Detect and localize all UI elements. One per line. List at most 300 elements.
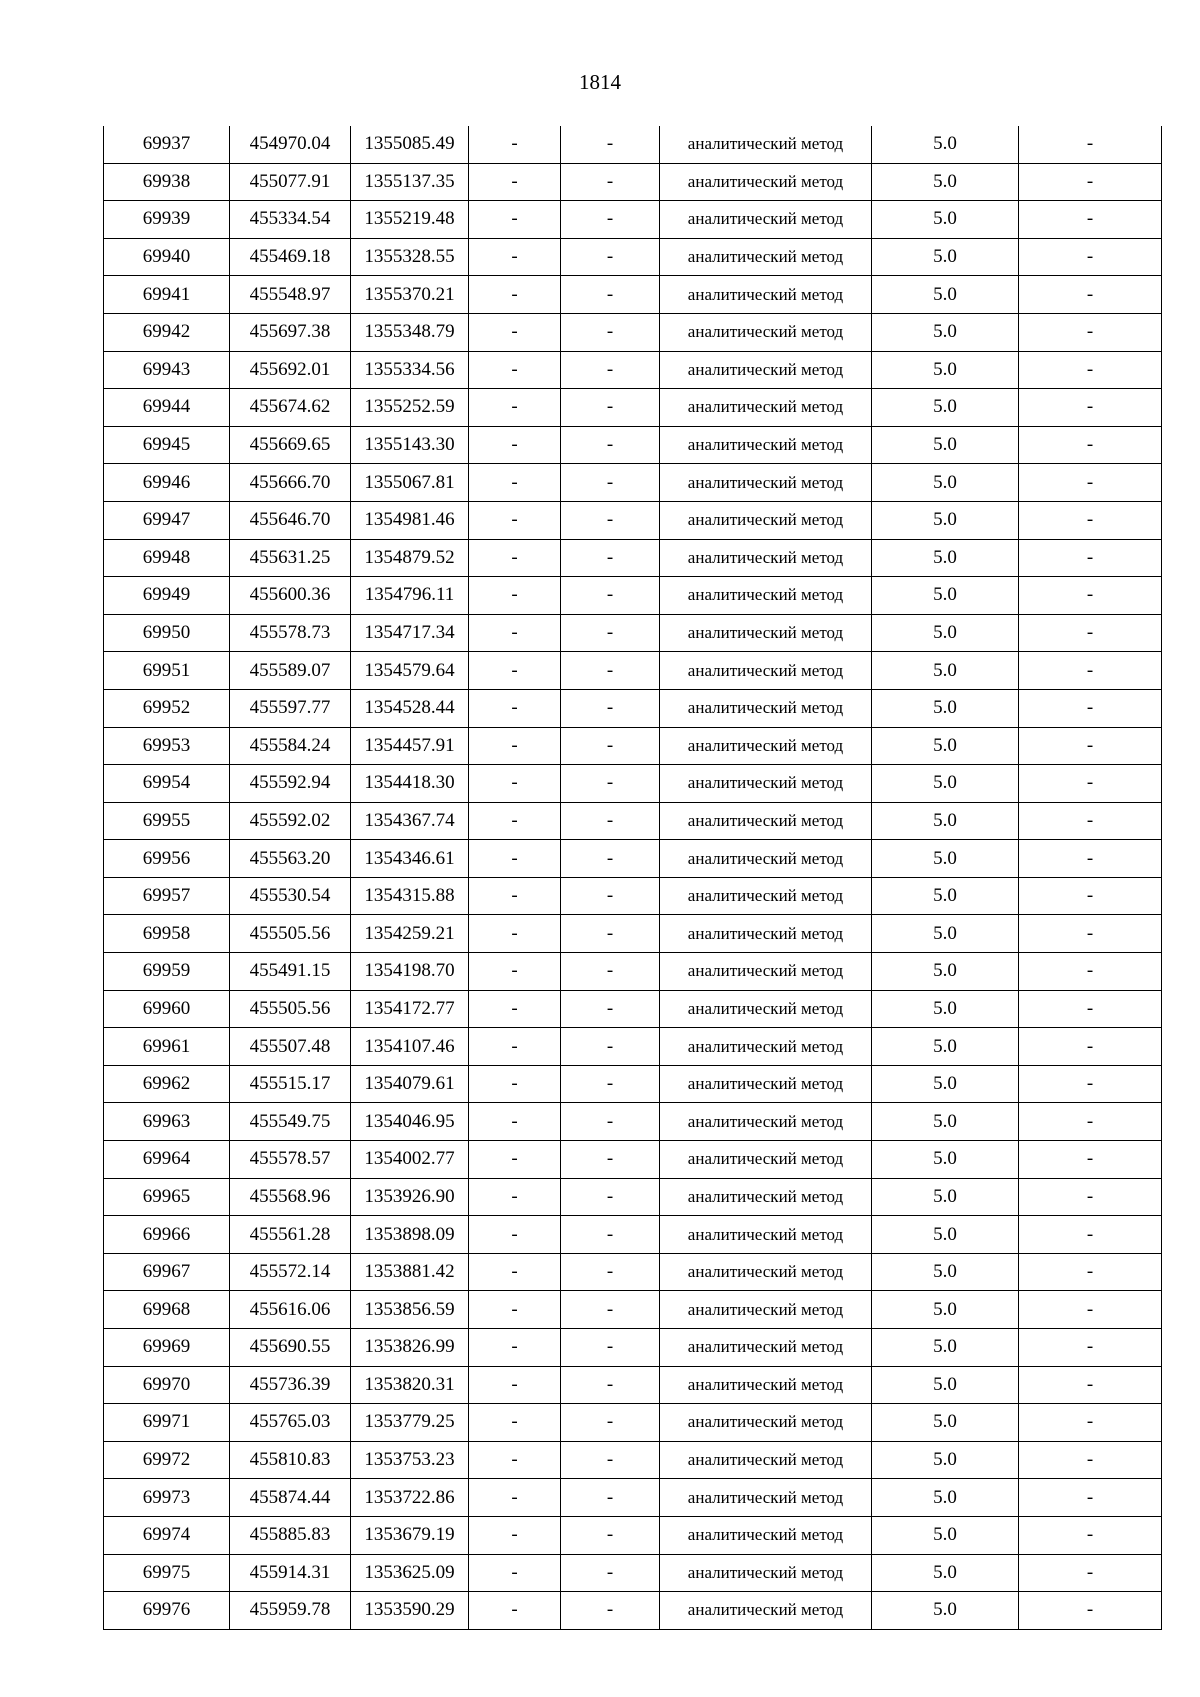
table-row — [104, 990, 1162, 1028]
accuracy-cell: 5.0 — [872, 426, 1019, 464]
table-row — [104, 201, 1162, 239]
empty-cell-1: - — [469, 539, 561, 577]
table-row — [104, 539, 1162, 577]
method-cell: аналитический метод — [660, 464, 872, 502]
empty-cell-3: - — [1019, 877, 1162, 915]
empty-cell-1: - — [469, 652, 561, 690]
y-coordinate-cell: 1354107.46 — [351, 1028, 469, 1066]
method-cell: аналитический метод — [660, 652, 872, 690]
x-coordinate-cell: 455561.28 — [230, 1216, 351, 1254]
table-row — [104, 765, 1162, 803]
empty-cell-3: - — [1019, 1028, 1162, 1066]
empty-cell-1: - — [469, 915, 561, 953]
empty-cell-1: - — [469, 577, 561, 615]
x-coordinate-cell: 455616.06 — [230, 1291, 351, 1329]
empty-cell-2: - — [561, 689, 660, 727]
y-coordinate-cell: 1354879.52 — [351, 539, 469, 577]
empty-cell-2: - — [561, 802, 660, 840]
point-number-cell: 69960 — [104, 990, 230, 1028]
x-coordinate-cell: 455530.54 — [230, 877, 351, 915]
empty-cell-2: - — [561, 577, 660, 615]
empty-cell-2: - — [561, 840, 660, 878]
y-coordinate-cell: 1354315.88 — [351, 877, 469, 915]
empty-cell-2: - — [561, 426, 660, 464]
y-coordinate-cell: 1354002.77 — [351, 1141, 469, 1179]
table-row — [104, 877, 1162, 915]
y-coordinate-cell: 1353722.86 — [351, 1479, 469, 1517]
accuracy-cell: 5.0 — [872, 501, 1019, 539]
y-coordinate-cell: 1354579.64 — [351, 652, 469, 690]
empty-cell-1: - — [469, 1103, 561, 1141]
method-cell: аналитический метод — [660, 276, 872, 314]
accuracy-cell: 5.0 — [872, 915, 1019, 953]
empty-cell-2: - — [561, 765, 660, 803]
point-number-cell: 69961 — [104, 1028, 230, 1066]
x-coordinate-cell: 455568.96 — [230, 1178, 351, 1216]
point-number-cell: 69941 — [104, 276, 230, 314]
empty-cell-1: - — [469, 313, 561, 351]
table-row — [104, 1141, 1162, 1179]
method-cell: аналитический метод — [660, 802, 872, 840]
y-coordinate-cell: 1354259.21 — [351, 915, 469, 953]
point-number-cell: 69937 — [104, 126, 230, 163]
method-cell: аналитический метод — [660, 689, 872, 727]
table-row — [104, 1366, 1162, 1404]
method-cell: аналитический метод — [660, 351, 872, 389]
x-coordinate-cell: 455669.65 — [230, 426, 351, 464]
accuracy-cell: 5.0 — [872, 1592, 1019, 1630]
empty-cell-1: - — [469, 464, 561, 502]
table-row — [104, 1479, 1162, 1517]
empty-cell-2: - — [561, 953, 660, 991]
y-coordinate-cell: 1353590.29 — [351, 1592, 469, 1630]
accuracy-cell: 5.0 — [872, 1253, 1019, 1291]
x-coordinate-cell: 455631.25 — [230, 539, 351, 577]
empty-cell-2: - — [561, 238, 660, 276]
y-coordinate-cell: 1354717.34 — [351, 614, 469, 652]
empty-cell-3: - — [1019, 765, 1162, 803]
table-row — [104, 1178, 1162, 1216]
table-row — [104, 126, 1162, 163]
empty-cell-3: - — [1019, 1441, 1162, 1479]
point-number-cell: 69964 — [104, 1141, 230, 1179]
y-coordinate-cell: 1354367.74 — [351, 802, 469, 840]
accuracy-cell: 5.0 — [872, 1103, 1019, 1141]
table-row — [104, 1329, 1162, 1367]
point-number-cell: 69971 — [104, 1404, 230, 1442]
table-row — [104, 1065, 1162, 1103]
y-coordinate-cell: 1353820.31 — [351, 1366, 469, 1404]
point-number-cell: 69958 — [104, 915, 230, 953]
x-coordinate-cell: 455584.24 — [230, 727, 351, 765]
x-coordinate-cell: 455885.83 — [230, 1516, 351, 1554]
empty-cell-3: - — [1019, 990, 1162, 1028]
empty-cell-3: - — [1019, 802, 1162, 840]
empty-cell-1: - — [469, 426, 561, 464]
empty-cell-3: - — [1019, 501, 1162, 539]
table-row — [104, 614, 1162, 652]
table-row — [104, 1103, 1162, 1141]
empty-cell-1: - — [469, 765, 561, 803]
empty-cell-2: - — [561, 1028, 660, 1066]
point-number-cell: 69962 — [104, 1065, 230, 1103]
table-row — [104, 1216, 1162, 1254]
method-cell: аналитический метод — [660, 1592, 872, 1630]
y-coordinate-cell: 1355348.79 — [351, 313, 469, 351]
point-number-cell: 69973 — [104, 1479, 230, 1517]
accuracy-cell: 5.0 — [872, 163, 1019, 201]
method-cell: аналитический метод — [660, 1479, 872, 1517]
empty-cell-3: - — [1019, 163, 1162, 201]
accuracy-cell: 5.0 — [872, 1554, 1019, 1592]
y-coordinate-cell: 1354172.77 — [351, 990, 469, 1028]
x-coordinate-cell: 455600.36 — [230, 577, 351, 615]
empty-cell-2: - — [561, 313, 660, 351]
empty-cell-1: - — [469, 1028, 561, 1066]
empty-cell-2: - — [561, 501, 660, 539]
empty-cell-2: - — [561, 1253, 660, 1291]
empty-cell-3: - — [1019, 464, 1162, 502]
method-cell: аналитический метод — [660, 313, 872, 351]
method-cell: аналитический метод — [660, 1065, 872, 1103]
empty-cell-2: - — [561, 614, 660, 652]
x-coordinate-cell: 455572.14 — [230, 1253, 351, 1291]
point-number-cell: 69963 — [104, 1103, 230, 1141]
empty-cell-3: - — [1019, 539, 1162, 577]
point-number-cell: 69940 — [104, 238, 230, 276]
empty-cell-1: - — [469, 727, 561, 765]
x-coordinate-cell: 455692.01 — [230, 351, 351, 389]
empty-cell-1: - — [469, 201, 561, 239]
empty-cell-1: - — [469, 501, 561, 539]
method-cell: аналитический метод — [660, 765, 872, 803]
empty-cell-2: - — [561, 1216, 660, 1254]
table-row — [104, 238, 1162, 276]
x-coordinate-cell: 455077.91 — [230, 163, 351, 201]
x-coordinate-cell: 455505.56 — [230, 990, 351, 1028]
x-coordinate-cell: 455563.20 — [230, 840, 351, 878]
x-coordinate-cell: 455736.39 — [230, 1366, 351, 1404]
empty-cell-3: - — [1019, 727, 1162, 765]
accuracy-cell: 5.0 — [872, 689, 1019, 727]
point-number-cell: 69959 — [104, 953, 230, 991]
accuracy-cell: 5.0 — [872, 1028, 1019, 1066]
method-cell: аналитический метод — [660, 915, 872, 953]
y-coordinate-cell: 1354198.70 — [351, 953, 469, 991]
empty-cell-1: - — [469, 1404, 561, 1442]
method-cell: аналитический метод — [660, 1103, 872, 1141]
table-row — [104, 1516, 1162, 1554]
method-cell: аналитический метод — [660, 389, 872, 427]
method-cell: аналитический метод — [660, 1554, 872, 1592]
empty-cell-3: - — [1019, 426, 1162, 464]
x-coordinate-cell: 455697.38 — [230, 313, 351, 351]
method-cell: аналитический метод — [660, 1441, 872, 1479]
y-coordinate-cell: 1354346.61 — [351, 840, 469, 878]
empty-cell-3: - — [1019, 652, 1162, 690]
method-cell: аналитический метод — [660, 1516, 872, 1554]
empty-cell-1: - — [469, 1329, 561, 1367]
point-number-cell: 69939 — [104, 201, 230, 239]
empty-cell-2: - — [561, 464, 660, 502]
y-coordinate-cell: 1353625.09 — [351, 1554, 469, 1592]
y-coordinate-cell: 1353679.19 — [351, 1516, 469, 1554]
empty-cell-2: - — [561, 1065, 660, 1103]
empty-cell-2: - — [561, 1592, 660, 1630]
empty-cell-1: - — [469, 1216, 561, 1254]
empty-cell-1: - — [469, 1178, 561, 1216]
point-number-cell: 69970 — [104, 1366, 230, 1404]
table-row — [104, 1291, 1162, 1329]
empty-cell-1: - — [469, 1366, 561, 1404]
accuracy-cell: 5.0 — [872, 1291, 1019, 1329]
empty-cell-1: - — [469, 389, 561, 427]
y-coordinate-cell: 1354046.95 — [351, 1103, 469, 1141]
empty-cell-1: - — [469, 1592, 561, 1630]
x-coordinate-cell: 455578.73 — [230, 614, 351, 652]
empty-cell-1: - — [469, 802, 561, 840]
y-coordinate-cell: 1355370.21 — [351, 276, 469, 314]
table-row — [104, 464, 1162, 502]
y-coordinate-cell: 1353779.25 — [351, 1404, 469, 1442]
point-number-cell: 69946 — [104, 464, 230, 502]
x-coordinate-cell: 455491.15 — [230, 953, 351, 991]
empty-cell-3: - — [1019, 1592, 1162, 1630]
empty-cell-3: - — [1019, 1178, 1162, 1216]
point-number-cell: 69976 — [104, 1592, 230, 1630]
empty-cell-3: - — [1019, 276, 1162, 314]
empty-cell-2: - — [561, 1516, 660, 1554]
table-row — [104, 689, 1162, 727]
y-coordinate-cell: 1354079.61 — [351, 1065, 469, 1103]
empty-cell-1: - — [469, 276, 561, 314]
point-number-cell: 69967 — [104, 1253, 230, 1291]
method-cell: аналитический метод — [660, 990, 872, 1028]
empty-cell-2: - — [561, 1366, 660, 1404]
empty-cell-3: - — [1019, 953, 1162, 991]
table-row — [104, 1028, 1162, 1066]
point-number-cell: 69948 — [104, 539, 230, 577]
x-coordinate-cell: 455507.48 — [230, 1028, 351, 1066]
accuracy-cell: 5.0 — [872, 238, 1019, 276]
method-cell: аналитический метод — [660, 577, 872, 615]
accuracy-cell: 5.0 — [872, 1065, 1019, 1103]
empty-cell-3: - — [1019, 1366, 1162, 1404]
method-cell: аналитический метод — [660, 1141, 872, 1179]
x-coordinate-cell: 455334.54 — [230, 201, 351, 239]
empty-cell-3: - — [1019, 1479, 1162, 1517]
empty-cell-3: - — [1019, 1103, 1162, 1141]
empty-cell-3: - — [1019, 1291, 1162, 1329]
x-coordinate-cell: 455597.77 — [230, 689, 351, 727]
x-coordinate-cell: 455765.03 — [230, 1404, 351, 1442]
table-row — [104, 915, 1162, 953]
empty-cell-3: - — [1019, 126, 1162, 163]
y-coordinate-cell: 1355143.30 — [351, 426, 469, 464]
method-cell: аналитический метод — [660, 126, 872, 163]
method-cell: аналитический метод — [660, 1404, 872, 1442]
empty-cell-2: - — [561, 1291, 660, 1329]
empty-cell-3: - — [1019, 1554, 1162, 1592]
point-number-cell: 69965 — [104, 1178, 230, 1216]
x-coordinate-cell: 455548.97 — [230, 276, 351, 314]
x-coordinate-cell: 455959.78 — [230, 1592, 351, 1630]
table-row — [104, 727, 1162, 765]
table-row — [104, 1592, 1162, 1630]
method-cell: аналитический метод — [660, 727, 872, 765]
method-cell: аналитический метод — [660, 201, 872, 239]
table-body — [104, 126, 1162, 1629]
point-number-cell: 69957 — [104, 877, 230, 915]
method-cell: аналитический метод — [660, 1216, 872, 1254]
method-cell: аналитический метод — [660, 501, 872, 539]
y-coordinate-cell: 1354796.11 — [351, 577, 469, 615]
y-coordinate-cell: 1355137.35 — [351, 163, 469, 201]
method-cell: аналитический метод — [660, 163, 872, 201]
accuracy-cell: 5.0 — [872, 276, 1019, 314]
table-row — [104, 351, 1162, 389]
accuracy-cell: 5.0 — [872, 1404, 1019, 1442]
empty-cell-3: - — [1019, 614, 1162, 652]
method-cell: аналитический метод — [660, 426, 872, 464]
empty-cell-1: - — [469, 1479, 561, 1517]
table-row — [104, 1404, 1162, 1442]
accuracy-cell: 5.0 — [872, 1216, 1019, 1254]
empty-cell-1: - — [469, 1516, 561, 1554]
empty-cell-3: - — [1019, 1329, 1162, 1367]
empty-cell-1: - — [469, 1291, 561, 1329]
x-coordinate-cell: 455592.94 — [230, 765, 351, 803]
empty-cell-2: - — [561, 915, 660, 953]
point-number-cell: 69949 — [104, 577, 230, 615]
empty-cell-3: - — [1019, 1404, 1162, 1442]
y-coordinate-cell: 1354457.91 — [351, 727, 469, 765]
empty-cell-2: - — [561, 877, 660, 915]
y-coordinate-cell: 1353856.59 — [351, 1291, 469, 1329]
table-row — [104, 953, 1162, 991]
empty-cell-3: - — [1019, 1516, 1162, 1554]
method-cell: аналитический метод — [660, 614, 872, 652]
point-number-cell: 69955 — [104, 802, 230, 840]
empty-cell-2: - — [561, 652, 660, 690]
method-cell: аналитический метод — [660, 1028, 872, 1066]
empty-cell-3: - — [1019, 689, 1162, 727]
empty-cell-3: - — [1019, 577, 1162, 615]
empty-cell-3: - — [1019, 389, 1162, 427]
point-number-cell: 69952 — [104, 689, 230, 727]
empty-cell-1: - — [469, 953, 561, 991]
accuracy-cell: 5.0 — [872, 652, 1019, 690]
method-cell: аналитический метод — [660, 953, 872, 991]
point-number-cell: 69938 — [104, 163, 230, 201]
empty-cell-1: - — [469, 1141, 561, 1179]
table-row — [104, 840, 1162, 878]
accuracy-cell: 5.0 — [872, 765, 1019, 803]
point-number-cell: 69975 — [104, 1554, 230, 1592]
empty-cell-1: - — [469, 990, 561, 1028]
empty-cell-2: - — [561, 163, 660, 201]
table-row — [104, 1253, 1162, 1291]
y-coordinate-cell: 1353881.42 — [351, 1253, 469, 1291]
y-coordinate-cell: 1355252.59 — [351, 389, 469, 427]
point-number-cell: 69954 — [104, 765, 230, 803]
x-coordinate-cell: 455578.57 — [230, 1141, 351, 1179]
coordinates-table — [103, 126, 1162, 1630]
y-coordinate-cell: 1355085.49 — [351, 126, 469, 163]
point-number-cell: 69951 — [104, 652, 230, 690]
y-coordinate-cell: 1355328.55 — [351, 238, 469, 276]
accuracy-cell: 5.0 — [872, 389, 1019, 427]
empty-cell-2: - — [561, 1103, 660, 1141]
empty-cell-2: - — [561, 1441, 660, 1479]
table-row — [104, 652, 1162, 690]
empty-cell-1: - — [469, 163, 561, 201]
empty-cell-2: - — [561, 539, 660, 577]
x-coordinate-cell: 455646.70 — [230, 501, 351, 539]
empty-cell-1: - — [469, 1441, 561, 1479]
method-cell: аналитический метод — [660, 1366, 872, 1404]
empty-cell-2: - — [561, 727, 660, 765]
x-coordinate-cell: 455674.62 — [230, 389, 351, 427]
empty-cell-1: - — [469, 1253, 561, 1291]
empty-cell-2: - — [561, 389, 660, 427]
empty-cell-2: - — [561, 1479, 660, 1517]
empty-cell-2: - — [561, 1404, 660, 1442]
x-coordinate-cell: 455505.56 — [230, 915, 351, 953]
method-cell: аналитический метод — [660, 1253, 872, 1291]
empty-cell-1: - — [469, 238, 561, 276]
y-coordinate-cell: 1353926.90 — [351, 1178, 469, 1216]
method-cell: аналитический метод — [660, 238, 872, 276]
point-number-cell: 69968 — [104, 1291, 230, 1329]
empty-cell-2: - — [561, 1329, 660, 1367]
empty-cell-2: - — [561, 201, 660, 239]
point-number-cell: 69974 — [104, 1516, 230, 1554]
table-row — [104, 426, 1162, 464]
y-coordinate-cell: 1354981.46 — [351, 501, 469, 539]
empty-cell-1: - — [469, 614, 561, 652]
accuracy-cell: 5.0 — [872, 201, 1019, 239]
accuracy-cell: 5.0 — [872, 1366, 1019, 1404]
y-coordinate-cell: 1354418.30 — [351, 765, 469, 803]
accuracy-cell: 5.0 — [872, 877, 1019, 915]
table-row — [104, 802, 1162, 840]
x-coordinate-cell: 455914.31 — [230, 1554, 351, 1592]
point-number-cell: 69953 — [104, 727, 230, 765]
accuracy-cell: 5.0 — [872, 539, 1019, 577]
point-number-cell: 69942 — [104, 313, 230, 351]
accuracy-cell: 5.0 — [872, 953, 1019, 991]
empty-cell-1: - — [469, 840, 561, 878]
point-number-cell: 69956 — [104, 840, 230, 878]
x-coordinate-cell: 455589.07 — [230, 652, 351, 690]
accuracy-cell: 5.0 — [872, 1178, 1019, 1216]
empty-cell-2: - — [561, 1178, 660, 1216]
point-number-cell: 69945 — [104, 426, 230, 464]
empty-cell-3: - — [1019, 1141, 1162, 1179]
accuracy-cell: 5.0 — [872, 802, 1019, 840]
empty-cell-3: - — [1019, 1253, 1162, 1291]
point-number-cell: 69950 — [104, 614, 230, 652]
point-number-cell: 69947 — [104, 501, 230, 539]
method-cell: аналитический метод — [660, 1291, 872, 1329]
accuracy-cell: 5.0 — [872, 126, 1019, 163]
y-coordinate-cell: 1355334.56 — [351, 351, 469, 389]
empty-cell-1: - — [469, 1554, 561, 1592]
x-coordinate-cell: 455592.02 — [230, 802, 351, 840]
table-row — [104, 1441, 1162, 1479]
accuracy-cell: 5.0 — [872, 1329, 1019, 1367]
